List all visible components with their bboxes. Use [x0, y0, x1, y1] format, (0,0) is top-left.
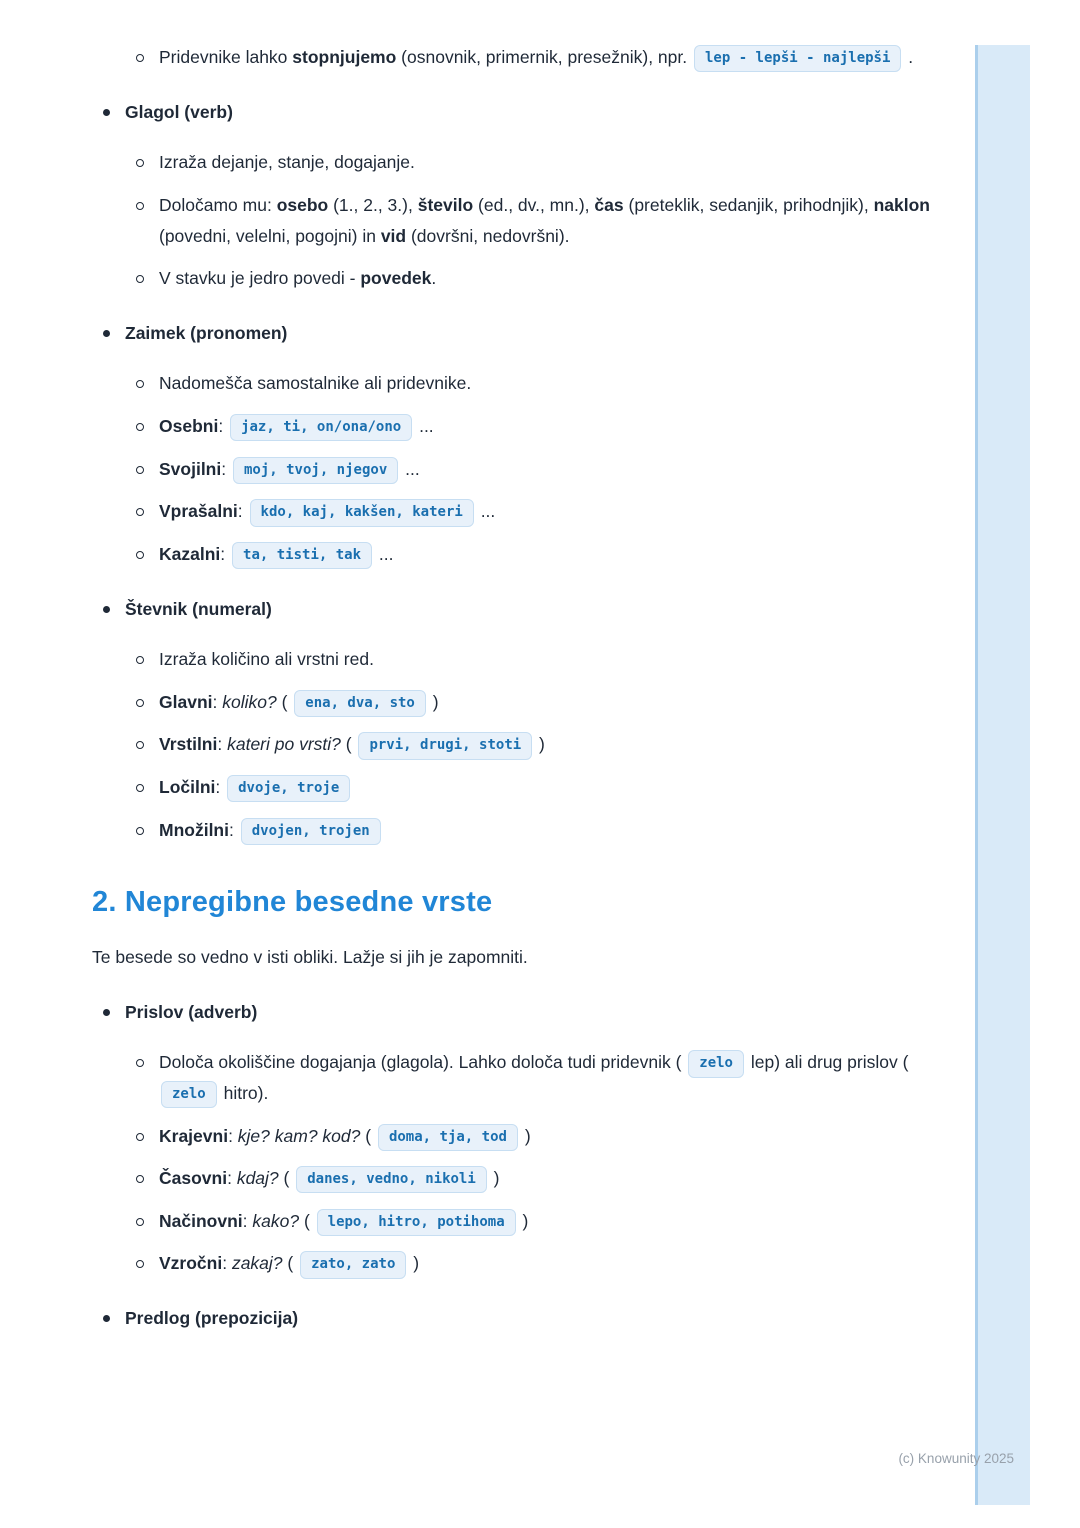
list-item [92, 815, 942, 846]
text-segment: : [237, 501, 248, 522]
list-item-text [159, 496, 942, 527]
text-segment-bold: Vprašalni [159, 501, 238, 522]
bullet-circle-icon [136, 784, 144, 792]
list-item [92, 1303, 942, 1334]
list-item [92, 42, 942, 73]
bullet-circle-icon [136, 1059, 144, 1067]
bullet-circle-icon [136, 1218, 144, 1226]
bullet-circle-icon [136, 1175, 144, 1183]
bullet-circle-icon [136, 202, 144, 210]
bullet-circle-icon [136, 159, 144, 167]
text-segment: : [228, 819, 239, 840]
list-item [92, 1206, 942, 1237]
section-heading: 2. Nepregibne besedne vrste [92, 886, 493, 919]
list-item [92, 644, 942, 675]
text-segment: V stavku je jedro povedi - [159, 268, 361, 289]
text-segment: (ed., dv., mn.), [473, 194, 595, 215]
text-segment: Določamo mu: [159, 194, 277, 215]
text-segment: ) [519, 1125, 531, 1146]
list-item [92, 539, 942, 570]
bullet-circle-icon [136, 1260, 144, 1268]
bullet-circle-icon [136, 54, 144, 62]
list-item [92, 454, 942, 485]
list-item [92, 997, 942, 1028]
list-item [92, 263, 942, 294]
list-item [92, 318, 942, 349]
text-segment: : [217, 734, 228, 755]
text-segment: : [220, 543, 231, 564]
text-segment: ( [299, 1210, 315, 1231]
text-segment: ... [475, 501, 496, 522]
list-item-text [159, 42, 942, 73]
code-chip: prvi, drugi, stoti [358, 732, 532, 759]
code-chip: ena, dva, sto [294, 690, 426, 717]
text-segment: ( [278, 1168, 295, 1189]
list-item-text [125, 318, 942, 349]
text-segment: Izraža dejanje, stanje, dogajanje. [159, 152, 415, 173]
list-item-text [159, 1206, 942, 1237]
list-item-text [159, 644, 942, 675]
text-segment-bold: osebo [276, 194, 329, 215]
list-item [92, 1248, 942, 1279]
text-segment-bold: Načinovni [159, 1210, 243, 1231]
page-margin-bar [975, 45, 1030, 1505]
text-segment-bold: Predlog (prepozicija) [125, 1308, 299, 1329]
text-segment-bold: Števnik (numeral) [125, 598, 272, 619]
text-segment: (preteklik, sedanjik, prihodnjik), [623, 194, 874, 215]
list-item-text [125, 594, 942, 625]
bullet-circle-icon [136, 827, 144, 835]
list-item-text [159, 772, 942, 803]
text-segment: ) [517, 1210, 529, 1231]
list-item-text [159, 1121, 942, 1152]
text-segment-bold: Krajevni [159, 1125, 229, 1146]
text-segment: Pridevnike lahko [159, 47, 293, 67]
list-item-text [159, 263, 942, 294]
text-segment-italic: zakaj? [231, 1253, 283, 1274]
text-segment: lep) ali drug prislov ( [745, 1052, 909, 1073]
text-segment: ) [427, 691, 439, 712]
text-segment-bold: Zaimek (pronomen) [125, 322, 288, 343]
bullet-disc-icon [103, 1315, 110, 1322]
list-item-text [125, 97, 942, 128]
code-chip: dvojen, trojen [241, 818, 381, 845]
list-item [92, 1163, 942, 1194]
list-item-text [159, 1047, 942, 1108]
bullet-circle-icon [136, 380, 144, 388]
list-item-text [159, 729, 942, 760]
text-segment: . [903, 47, 914, 67]
text-segment: : [242, 1210, 253, 1231]
code-chip: zelo [161, 1081, 217, 1108]
paragraph: Te besede so vedno v isti obliki. Lažje si jih je zapomniti. [92, 947, 528, 968]
list-item [92, 368, 942, 399]
text-segment: ( [282, 1253, 299, 1274]
text-segment: ) [534, 734, 545, 755]
text-segment-bold: Glagol (verb) [125, 101, 233, 122]
text-segment-italic: koliko? [222, 691, 277, 712]
code-chip: lepo, hitro, potihoma [317, 1209, 516, 1236]
text-segment: : [215, 777, 226, 797]
bullet-disc-icon [103, 606, 110, 613]
list-item-text [159, 411, 942, 442]
text-segment: Določa okoliščine dogajanja (glagola). Lahko določa tudi pridevnik ( [159, 1052, 687, 1073]
bullet-circle-icon [136, 466, 144, 474]
list-item-text [159, 815, 942, 846]
bullet-circle-icon [136, 1133, 144, 1141]
bullet-circle-icon [136, 741, 144, 749]
code-chip: moj, tvoj, njegov [233, 457, 398, 484]
text-segment-italic: kateri po vrsti? [227, 734, 341, 755]
text-segment-bold: naklon [873, 194, 930, 215]
bullet-disc-icon [103, 1009, 110, 1016]
list-item-text [159, 454, 942, 485]
list-item [92, 687, 942, 718]
text-segment: (dovršni, nedovršni). [406, 225, 570, 246]
document-body [92, 42, 942, 1354]
text-segment-bold: Vzročni [159, 1253, 223, 1274]
text-segment-italic: kdaj? [236, 1168, 279, 1189]
code-chip: ta, tisti, tak [232, 542, 372, 569]
list-item-text [125, 1303, 942, 1334]
list-item [92, 594, 942, 625]
text-segment: Nadomešča samostalnike ali pridevnike. [159, 373, 472, 394]
list-item [92, 729, 942, 760]
text-segment-bold: Svojilni [159, 458, 222, 479]
list-item-text [159, 368, 942, 399]
list-item [92, 496, 942, 527]
bullet-circle-icon [136, 508, 144, 516]
list-item [92, 190, 942, 251]
code-chip: lep - lepši - najlepši [694, 45, 901, 72]
list-item-text [125, 997, 942, 1028]
bullet-disc-icon [103, 109, 110, 116]
text-segment-bold: Časovni [159, 1168, 228, 1189]
text-segment-bold: Ločilni [159, 777, 216, 797]
text-segment-italic: kje? kam? kod? [237, 1125, 361, 1146]
code-chip: jaz, ti, on/ona/ono [230, 414, 412, 441]
watermark: (c) Knowunity 2025 [898, 1451, 1014, 1466]
text-segment-bold: stopnjujemo [292, 47, 397, 67]
text-segment: ... [374, 543, 394, 564]
text-segment: Izraža količino ali vrstni red. [159, 649, 374, 670]
text-segment: : [218, 416, 229, 436]
code-chip: kdo, kaj, kakšen, kateri [250, 499, 474, 526]
code-chip: danes, vedno, nikoli [296, 1166, 487, 1193]
text-segment: ( [340, 734, 357, 755]
list-item [92, 1121, 942, 1152]
code-chip: doma, tja, tod [378, 1124, 518, 1151]
bullet-circle-icon [136, 656, 144, 664]
list-item-text [159, 147, 942, 178]
text-segment: : [227, 1168, 237, 1189]
text-segment: (osnovnik, primernik, presežnik), npr. [396, 47, 692, 67]
text-segment: (1., 2., 3.), [328, 194, 418, 215]
text-segment-bold: povedek [360, 268, 432, 289]
list-item [92, 147, 942, 178]
text-segment-bold: Glavni [159, 691, 213, 712]
list-item [92, 772, 942, 803]
text-segment: : [221, 458, 231, 479]
list-item [92, 411, 942, 442]
code-chip: zelo [688, 1050, 744, 1077]
text-segment-bold: čas [594, 194, 624, 215]
list-item-text [159, 539, 942, 570]
text-segment: hitro). [218, 1082, 269, 1103]
list-item-text [159, 190, 942, 251]
bullet-disc-icon [103, 330, 110, 337]
text-segment-italic: kako? [252, 1210, 300, 1231]
bullet-circle-icon [136, 699, 144, 707]
list-item-text [159, 1248, 942, 1279]
text-segment: ) [488, 1168, 500, 1189]
text-segment: : [222, 1253, 232, 1274]
list-item-text [159, 687, 942, 718]
text-segment: : [212, 691, 223, 712]
text-segment: (povedni, velelni, pogojni) in [159, 225, 381, 246]
text-segment-bold: Kazalni [159, 543, 221, 564]
code-chip: zato, zato [300, 1251, 406, 1278]
list-item-text [159, 1163, 942, 1194]
text-segment-bold: vid [380, 225, 407, 246]
text-segment: . [431, 268, 437, 289]
text-segment: ) [408, 1253, 420, 1274]
text-segment: ... [414, 416, 434, 436]
text-segment-bold: Množilni [159, 819, 229, 840]
text-segment-bold: Osebni [159, 416, 219, 436]
text-segment-bold: Prislov (adverb) [125, 1001, 258, 1022]
text-segment: ... [400, 458, 420, 479]
text-segment: : [228, 1125, 238, 1146]
text-segment-bold: Vrstilni [159, 734, 218, 755]
text-segment-bold: število [417, 194, 474, 215]
text-segment: ( [276, 691, 293, 712]
list-item [92, 1047, 942, 1108]
bullet-circle-icon [136, 423, 144, 431]
bullet-circle-icon [136, 275, 144, 283]
list-item [92, 97, 942, 128]
code-chip: dvoje, troje [227, 775, 350, 802]
text-segment: ( [360, 1125, 376, 1146]
bullet-circle-icon [136, 551, 144, 559]
